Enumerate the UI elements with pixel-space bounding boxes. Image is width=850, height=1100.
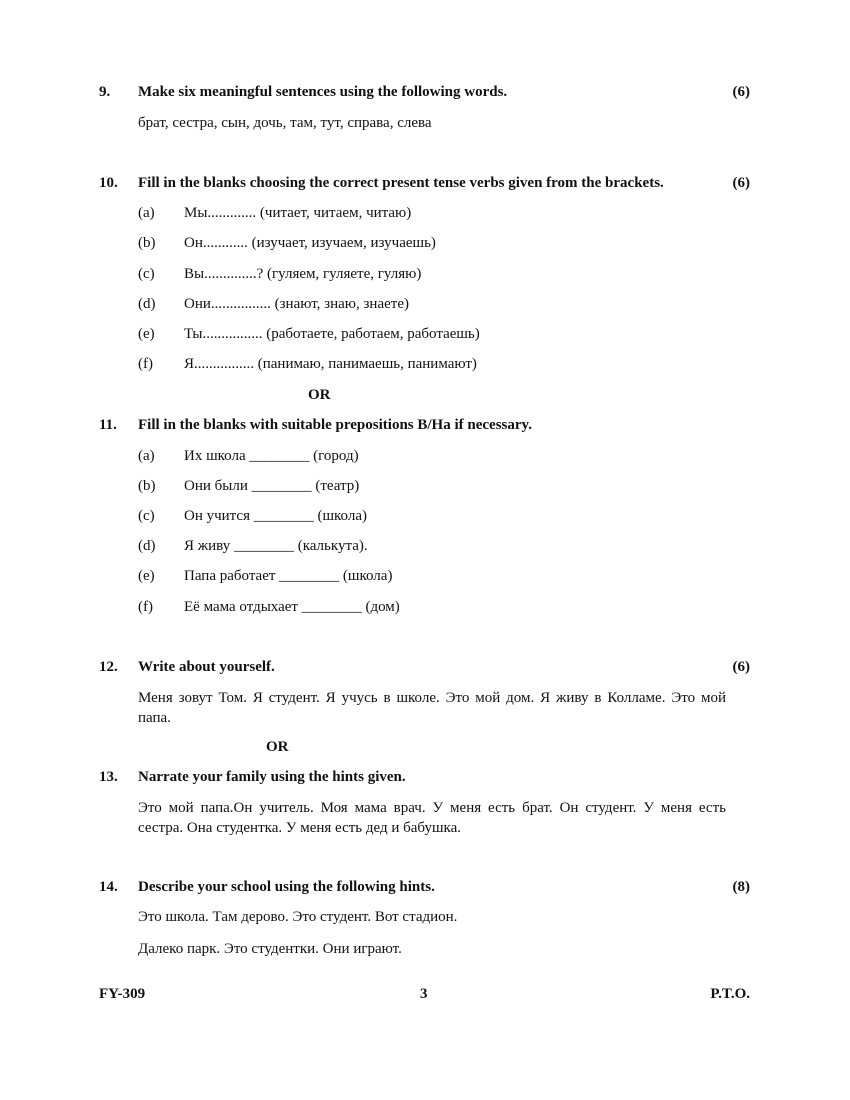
q14-prompt: Describe your school using the following hints. (138, 879, 435, 895)
q10-item-label: (c) (138, 266, 155, 282)
q11-item-label: (f) (138, 599, 153, 615)
q13-number: 13. (99, 769, 118, 785)
q12-marks: (6) (732, 659, 750, 675)
q12-number: 12. (99, 659, 118, 675)
q10-item-label: (a) (138, 205, 155, 221)
q10-item-text: Он............ (изучает, изучаем, изучаешь) (184, 235, 436, 251)
q14-number: 14. (99, 879, 118, 895)
q14-marks: (8) (732, 879, 750, 895)
q14-line-2: Далеко парк. Это студентки. Они играют. (138, 941, 402, 957)
q11-item-text: Я живу ________ (калькута). (184, 538, 368, 554)
q9-marks: (6) (732, 84, 750, 100)
q11-item-label: (b) (138, 478, 156, 494)
q10-item-text: Они................ (знают, знаю, знаете) (184, 296, 409, 312)
q11-item-text: Он учится ________ (школа) (184, 508, 367, 524)
q10-prompt: Fill in the blanks choosing the correct present tense verbs given from the brackets. (138, 175, 664, 191)
q11-item-text: Её мама отдыхает ________ (дом) (184, 599, 400, 615)
page-number: 3 (420, 986, 428, 1002)
footer-code: FY-309 (99, 986, 146, 1002)
q10-item-text: Вы..............? (гуляем, гуляете, гуляю) (184, 266, 422, 282)
q12-text: Меня зовут Том. Я студент. Я учусь в школе. Это мой дом. Я живу в Колламе. Это мой папа. (138, 690, 726, 726)
q11-number: 11. (99, 417, 117, 433)
q10-item-label: (b) (138, 235, 156, 251)
q10-item-label: (f) (138, 356, 153, 372)
q11-item-text: Они были ________ (театр) (184, 478, 360, 494)
q10-item-text: Ты................ (работаете, работаем, работаешь) (184, 326, 480, 342)
q11-item-label: (d) (138, 538, 156, 554)
or-divider: OR (308, 387, 331, 403)
q13-text: Это мой папа.Он учитель. Моя мама врач. У меня есть брат. Он студент. У меня есть сестра. Она студентка. У меня есть дед и бабушка. (138, 800, 726, 836)
q10-marks: (6) (732, 175, 750, 191)
q11-item-label: (c) (138, 508, 155, 524)
q10-item-label: (d) (138, 296, 156, 312)
q9-prompt: Make six meaningful sentences using the following words. (138, 84, 508, 100)
q13-prompt: Narrate your family using the hints given. (138, 769, 406, 785)
q11-item-label: (a) (138, 448, 155, 464)
footer-pto: P.T.O. (710, 986, 750, 1002)
q14-line-1: Это школа. Там дерово. Это студент. Вот стадион. (138, 909, 458, 925)
q10-number: 10. (99, 175, 118, 191)
q10-item-label: (e) (138, 326, 155, 342)
q11-item-label: (e) (138, 568, 155, 584)
q12-prompt: Write about yourself. (138, 659, 275, 675)
q10-item-text: Мы............. (читает, читаем, читаю) (184, 205, 412, 221)
q10-item-text: Я................ (панимаю, панимаешь, панимают) (184, 356, 477, 372)
or-divider: OR (266, 739, 289, 755)
q9-words: брат, сестра, сын, дочь, там, тут, справа, слева (138, 115, 432, 131)
q11-item-text: Их школа ________ (город) (184, 448, 359, 464)
q11-item-text: Папа работает ________ (школа) (184, 568, 393, 584)
q9-number: 9. (99, 84, 111, 100)
q11-prompt: Fill in the blanks with suitable prepositions В/На if necessary. (138, 417, 532, 433)
